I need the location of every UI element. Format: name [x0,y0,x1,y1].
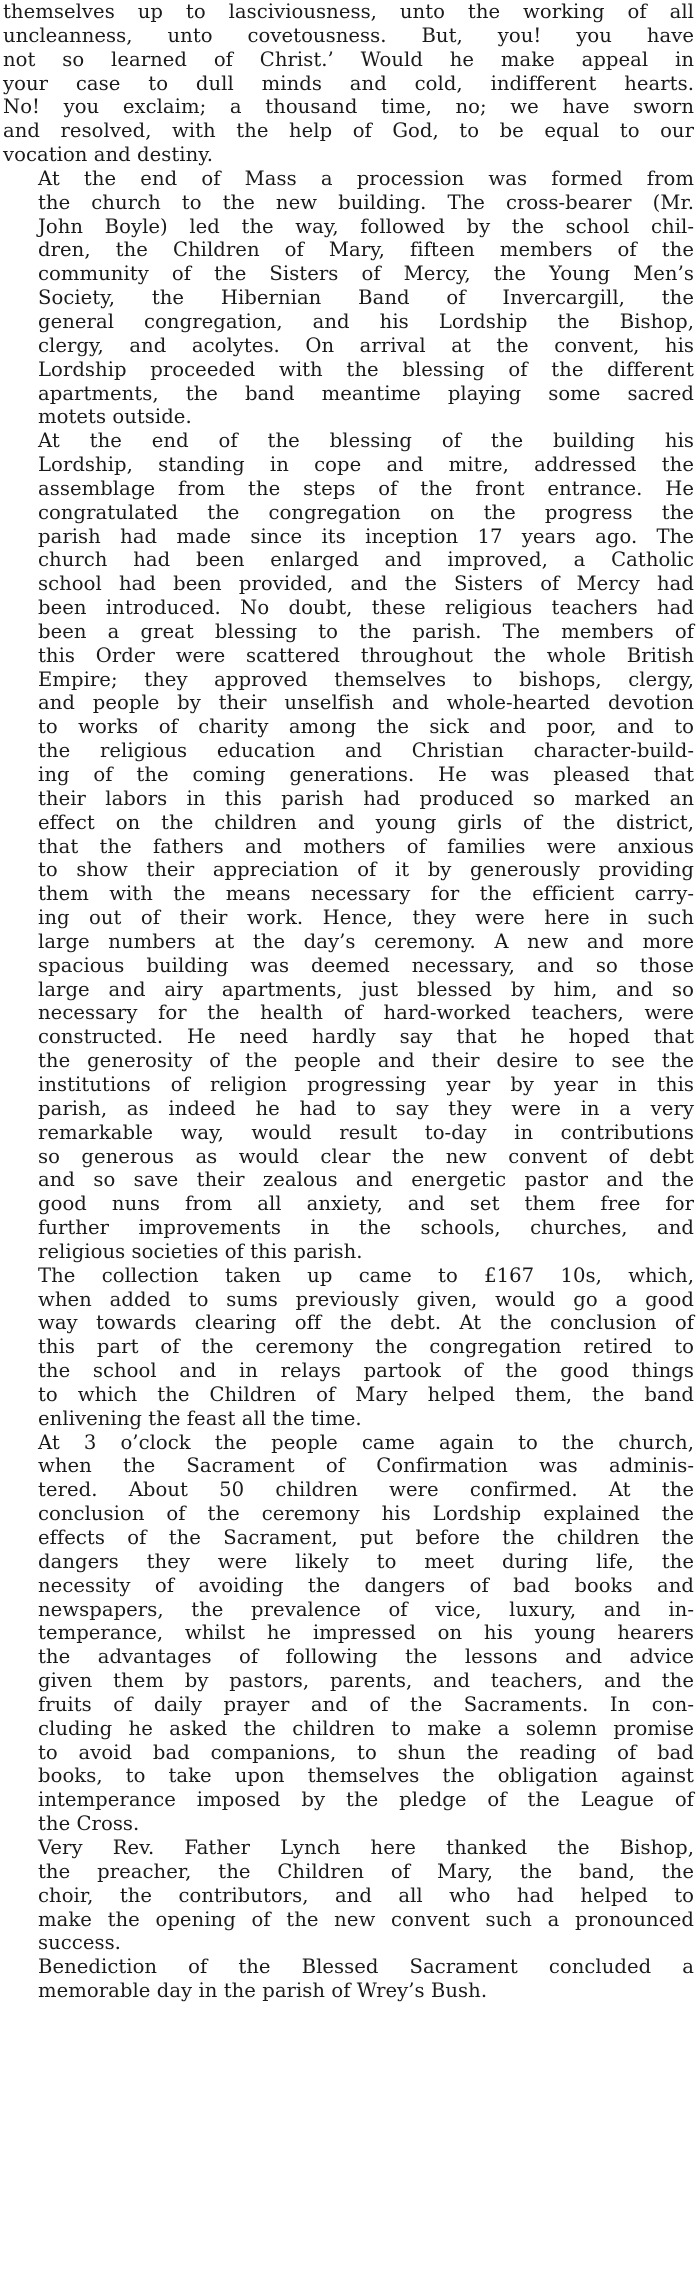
text-line: motets outside. [38,405,192,429]
text-line: that the fathers and mothers of families were anxious [38,834,694,858]
text-line: uncleanness, unto covetousness. But, you! you have [3,23,694,47]
text-line: large numbers at the day’s ceremony. A new and more [38,929,694,953]
text-line: and so save their zealous and energetic pastor and the [38,1168,694,1192]
text-line: fruits of daily prayer and of the Sacraments. In con- [38,1692,694,1716]
text-line: necessary for the health of hard-worked teachers, were [38,1001,694,1025]
text-line: At 3 o’clock the people came again to the church, [38,1430,694,1454]
text-line: Lordship proceeded with the blessing of the different [38,357,694,381]
text-line: cluding he asked the children to make a solemn promise [38,1716,694,1740]
text-line: temperance, whilst he impressed on his young hearers [38,1621,694,1645]
text-line: to which the Children of Mary helped them, the band [38,1382,694,1406]
paragraph-bishop-address [3,429,694,1264]
text-line: institutions of religion progressing year by year in this [38,1072,694,1096]
text-line: spacious building was deemed necessary, and so those [38,953,694,977]
text-line: effects of the Sacrament, put before the children the [38,1526,694,1549]
text-line: books, to take upon themselves the obligation against [38,1764,694,1788]
text-line: Very Rev. Father Lynch here thanked the Bishop, [38,1835,694,1859]
text-line: success. [38,1931,121,1955]
text-line: when the Sacrament of Confirmation was adminis- [38,1454,694,1478]
paragraph-collection [3,1264,694,1431]
text-line: clergy, and acolytes. On arrival at the convent, his [38,333,694,357]
text-line: constructed. He need hardly say that he hoped that [38,1025,694,1049]
text-line: apartments, the band meantime playing some sacred [38,381,694,405]
text-line: the church to the new building. The cross-bearer (Mr. [38,190,694,214]
text-line: Lordship, standing in cope and mitre, addressed the [38,453,694,477]
text-line: Benediction of the Blessed Sacrament concluded a [38,1955,694,1979]
text-line: been a great blessing to the parish. The members of [38,619,694,643]
text-line: their labors in this parish had produced so marked an [38,786,694,810]
text-line: parish had made since its inception 17 years ago. The [38,524,694,548]
paragraph-confirmation [3,1431,694,1836]
text-line: church had been enlarged and improved, a Catholic [38,548,694,572]
paragraph-thanks [3,1836,694,1955]
text-line: make the opening of the new convent such a pronounced [38,1907,694,1931]
text-line: Empire; they approved themselves to bishops, clergy, [38,667,694,691]
text-line: ing out of their work. Hence, they were here in such [38,906,694,930]
text-line: enlivening the feast all the time. [38,1406,362,1430]
text-line: ing of the coming generations. He was pleased that [38,763,694,786]
text-line: the religious education and Christian character-build- [38,739,694,763]
text-line: remarkable way, would result to-day in contributions [38,1120,694,1144]
text-line: and resolved, with the help of God, to be equal to our [3,119,694,143]
text-line: when added to sums previously given, would go a good [38,1287,694,1311]
text-line: tered. About 50 children were confirmed. At the [38,1478,694,1502]
text-line: dren, the Children of Mary, fifteen members of the [38,238,694,262]
text-line: assemblage from the steps of the front entrance. He [38,476,694,500]
text-line: dangers they were likely to meet during life, the [38,1549,694,1573]
text-line: general congregation, and his Lordship the Bishop, [38,309,694,333]
text-line: John Boyle) led the way, followed by the school chil- [38,214,694,238]
text-line: vocation and destiny. [3,143,214,167]
text-line: the Cross. [38,1812,140,1836]
text-line: way towards clearing off the debt. At the conclusion of [38,1311,694,1335]
text-line: further improvements in the schools, churches, and [38,1216,694,1240]
text-line: parish, as indeed he had to say they were in a very [38,1096,694,1120]
text-line: your case to dull minds and cold, indifferent hearts. [3,71,694,95]
text-line: the school and in relays partook of the good things [38,1359,694,1383]
text-line: to works of charity among the sick and poor, and to [38,715,694,739]
text-line: conclusion of the ceremony his Lordship explained the [38,1502,694,1526]
text-line: and people by their unselfish and whole-hearted devotion [38,691,694,715]
paragraph-procession [3,167,694,429]
text-line: At the end of the blessing of the building his [38,429,694,453]
paragraph-benediction [3,1955,694,2003]
text-line: At the end of Mass a procession was formed from [38,166,694,190]
text-line: choir, the contributors, and all who had helped to [38,1883,694,1907]
text-line: No! you exclaim; a thousand time, no; we have sworn [3,95,694,119]
text-line: themselves up to lasciviousness, unto the working of all [3,0,694,23]
text-line: congratulated the congregation on the progress the [38,500,694,524]
text-line: necessity of avoiding the dangers of bad books and [38,1573,694,1597]
text-line: The collection taken up came to £167 10s, which, [38,1263,694,1287]
text-line: the generosity of the people and their desire to see the [38,1049,694,1073]
text-line: intemperance imposed by the pledge of the League of [38,1788,694,1812]
text-line: this part of the ceremony the congregation retired to [38,1335,694,1359]
text-line: to show their appreciation of it by generously providing [38,858,694,882]
text-line: school had been provided, and the Sisters of Mercy had [38,572,694,596]
text-line: been introduced. No doubt, these religious teachers had [38,596,694,620]
text-line: the advantages of following the lessons and advice [38,1645,694,1669]
text-line: newspapers, the prevalence of vice, luxury, and in- [38,1597,694,1621]
text-line: good nuns from all anxiety, and set them free for [38,1192,694,1216]
text-line: community of the Sisters of Mercy, the Young Men’s [38,262,694,286]
text-line: this Order were scattered throughout the whole British [38,643,694,667]
text-line: given them by pastors, parents, and teachers, and the [38,1669,694,1693]
text-line: them with the means necessary for the efficient carry- [38,882,694,906]
text-line: Society, the Hibernian Band of Invercargill, the [38,286,694,310]
text-line: not so learned of Christ.’ Would he make appeal in [3,47,694,71]
text-line: the preacher, the Children of Mary, the band, the [38,1859,694,1883]
text-line: religious societies of this parish. [38,1239,363,1263]
text-line: to avoid bad companions, to shun the reading of bad [38,1740,694,1764]
text-line: so generous as would clear the new convent of debt [38,1144,694,1168]
paragraph-scripture-appeal [3,0,694,167]
text-line: large and airy apartments, just blessed by him, and so [38,977,694,1001]
text-line: effect on the children and young girls of the district, [38,810,694,834]
text-line: memorable day in the parish of Wrey’s Bush. [38,1979,488,2003]
